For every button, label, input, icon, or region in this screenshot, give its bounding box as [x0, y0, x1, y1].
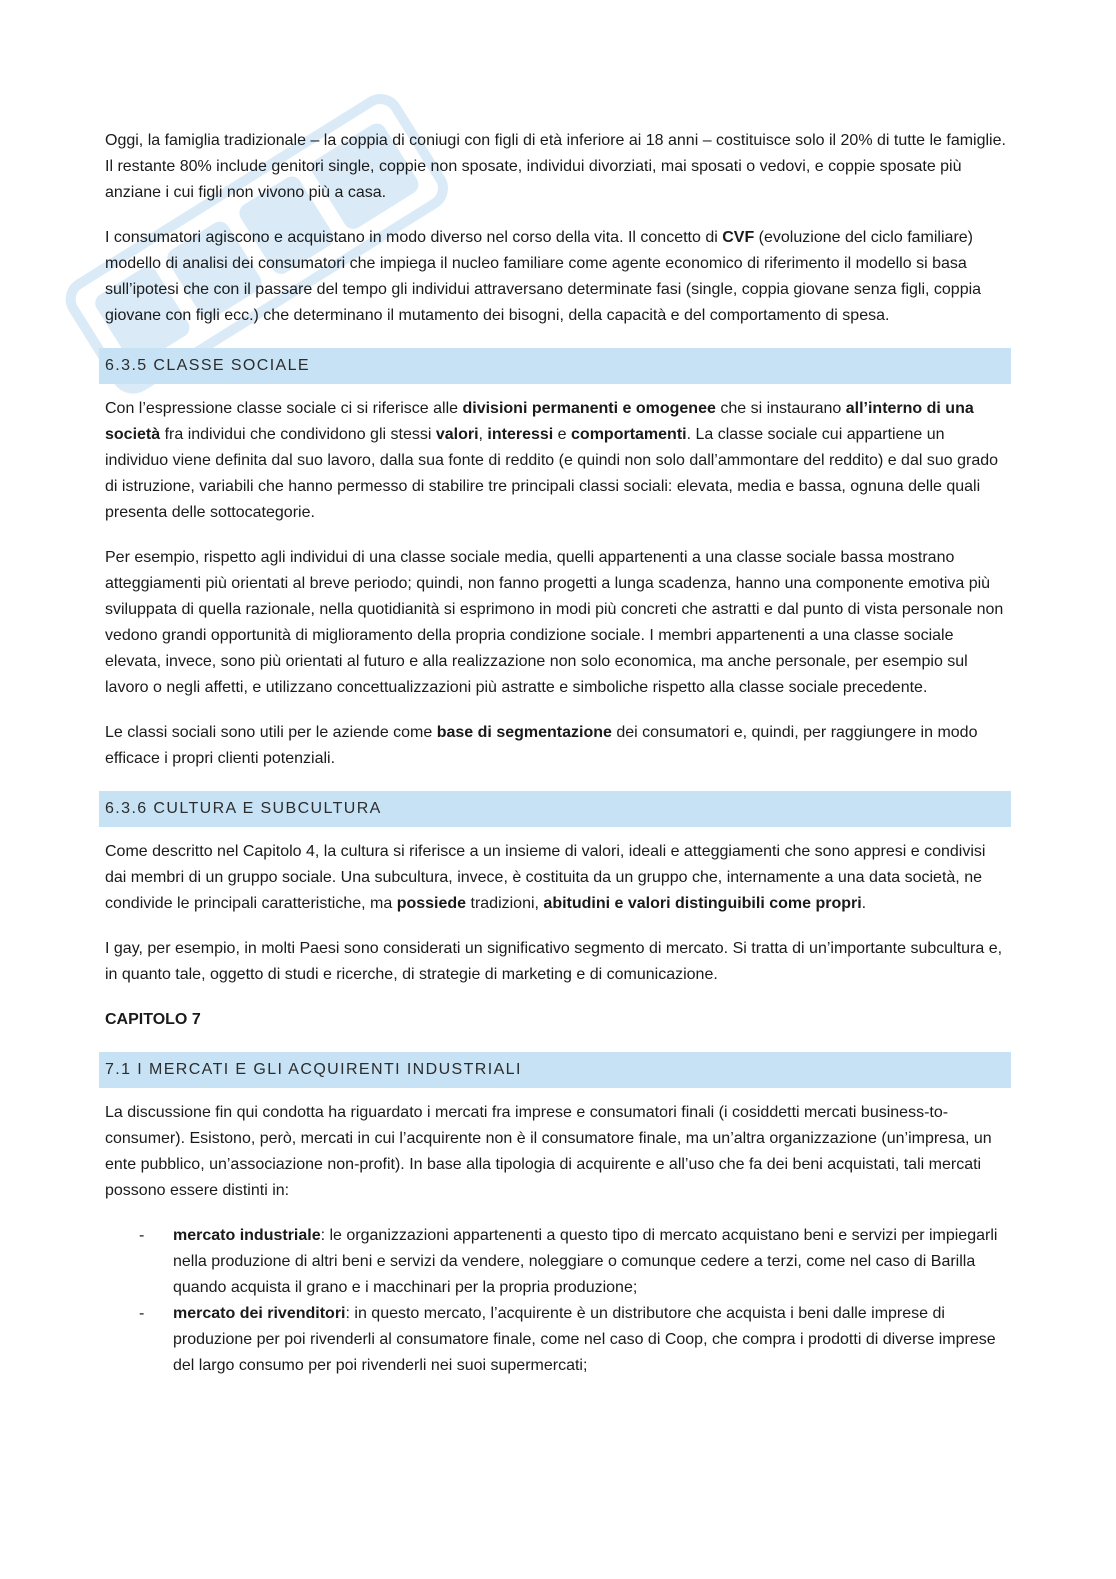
paragraph-cvf — [105, 225, 1011, 329]
dash-bullet: - — [139, 1305, 145, 1322]
text: Con l’espressione classe sociale ci si riferisce alle — [105, 400, 463, 417]
bold-term: mercato dei rivenditori — [173, 1305, 346, 1322]
text: . La classe sociale cui appartiene un individuo viene definita dal suo lavoro, dalla sua fonte di reddito (e quindi non solo dall’ammontare del reddito) e dal suo grado di istruzione, variabili che hanno permesso di stabilire tre principali classi sociali: elevata, media e bassa, ognuna delle quali presenta delle sottocategorie. — [105, 426, 999, 521]
bold-term: abitudini e valori distinguibili come propri — [543, 895, 862, 912]
text: Le classi sociali sono utili per le aziende come — [105, 724, 437, 741]
text: . — [861, 895, 867, 912]
text: , — [478, 426, 488, 443]
bold-term: mercato industriale — [173, 1227, 321, 1244]
text: Come descritto nel Capitolo 4, la cultura si riferisce a un insieme di valori, ideali e atteggiamenti che sono appresi e condivisi dai membri di un gruppo sociale. Una subcultura, invece, è costituita da un gruppo che, internamente a una data società, ne condivide le principali caratteristiche, ma — [105, 843, 986, 912]
paragraph-subcultura: I gay, per esempio, in molti Paesi sono considerati un significativo segmento di mercato. Si tratta di un’importante subcultura e, in quanto tale, oggetto di studi e ricerche, di strategie di marketing e di comunicazione. — [105, 940, 1003, 983]
market-type-list — [105, 1223, 1011, 1379]
paragraph-cultura — [105, 839, 1011, 917]
paragraph-classe-sociale — [105, 396, 1011, 526]
bold-term: interessi — [487, 426, 554, 443]
text: e — [553, 426, 572, 443]
bold-term: valori — [435, 426, 479, 443]
text: tradizioni, — [466, 895, 544, 912]
section-heading-cultura: 6.3.6 CULTURA E SUBCULTURA — [99, 791, 1011, 827]
paragraph-segmentazione — [105, 720, 1011, 772]
text: : le organizzazioni appartenenti a questo tipo di mercato acquistano beni e servizi per impiegarli nella produzione di altri beni e servizi da vendere, noleggiare o comunque cedere a terzi, come nel caso di Barilla quando acquista il grano e i macchinari per la propria produzione; — [173, 1227, 998, 1296]
paragraph-famiglia: Oggi, la famiglia tradizionale – la coppia di coniugi con figli di età inferiore ai 18 anni – costituisce solo il 20% di tutte le famiglie. Il restante 80% include genitori single, coppie non sposate, individui divorziati, mai sposati o vedovi, e coppie sposate più anziane i cui figli non vivono più a casa. — [105, 132, 1006, 201]
chapter-title: CAPITOLO 7 — [105, 1011, 201, 1028]
bold-term: CVF — [722, 229, 755, 246]
section-heading-mercati-industriali: 7.1 I MERCATI E GLI ACQUIRENTI INDUSTRIALI — [99, 1052, 1011, 1088]
section-heading-classe-sociale: 6.3.5 CLASSE SOCIALE — [99, 348, 1011, 384]
list-item — [105, 1223, 1011, 1301]
paragraph-esempio-classi: Per esempio, rispetto agli individui di una classe sociale media, quelli appartenenti a una classe sociale bassa mostrano atteggiamenti più orientati al breve periodo; quindi, non fanno progetti a lunga scadenza, hanno una componente emotiva più sviluppata di quella razionale, nella quotidianità si esprimono in modi più concreti che astratti e dal punto di vista personale non vedono grandi opportunità di miglioramento della propria condizione sociale. I membri appartenenti a una classe sociale elevata, invece, sono più orientati al futuro e alla realizzazione non solo economica, ma anche personale, per esempio sul lavoro o negli affetti, e utilizzano concettualizzazioni più astratte e simboliche rispetto alla classe sociale precedente. — [105, 549, 1004, 696]
bold-term: divisioni permanenti e omogenee — [462, 400, 716, 417]
text: fra individui che condividono gli stessi — [160, 426, 436, 443]
document-page — [105, 128, 1011, 1379]
list-item — [105, 1301, 1011, 1379]
text: dei consumatori e, quindi, per raggiungere in modo efficace i propri clienti potenziali. — [105, 724, 978, 767]
bold-term: all’interno di una società — [105, 400, 974, 443]
text: che si instaurano — [715, 400, 846, 417]
paragraph-mercati: La discussione fin qui condotta ha riguardato i mercati fra imprese e consumatori finali (i cosiddetti mercati business-to-consumer). Esistono, però, mercati in cui l’acquirente non è il consumatore finale, ma un’altra organizzazione (un’impresa, un ente pubblico, un’associazione non-profit). In base alla tipologia di acquirente e all’uso che fa dei beni acquistati, tali mercati possono essere distinti in: — [105, 1104, 992, 1199]
text: (evoluzione del ciclo familiare) modello di analisi dei consumatori che impiega il nucleo familiare come agente economico di riferimento il modello si basa sull’ipotesi che con il passare del tempo gli individui attraversano determinate fasi (single, coppia giovane senza figli, coppia giovane con figli ecc.) che determinano il mutamento dei bisogni, della capacità e del comportamento di spesa. — [105, 229, 982, 324]
bold-term: comportamenti — [571, 426, 687, 443]
bold-term: possiede — [396, 895, 467, 912]
text: I consumatori agiscono e acquistano in modo diverso nel corso della vita. Il concetto di — [105, 229, 723, 246]
dash-bullet: - — [139, 1227, 145, 1244]
bold-term: base di segmentazione — [436, 724, 612, 741]
text: : in questo mercato, l’acquirente è un distributore che acquista i beni dalle imprese di produzione per poi rivenderli al consumatore finale, come nel caso di Coop, che compra i prodotti di diverse imprese del largo consumo per poi rivenderli nei suoi supermercati; — [173, 1305, 996, 1374]
